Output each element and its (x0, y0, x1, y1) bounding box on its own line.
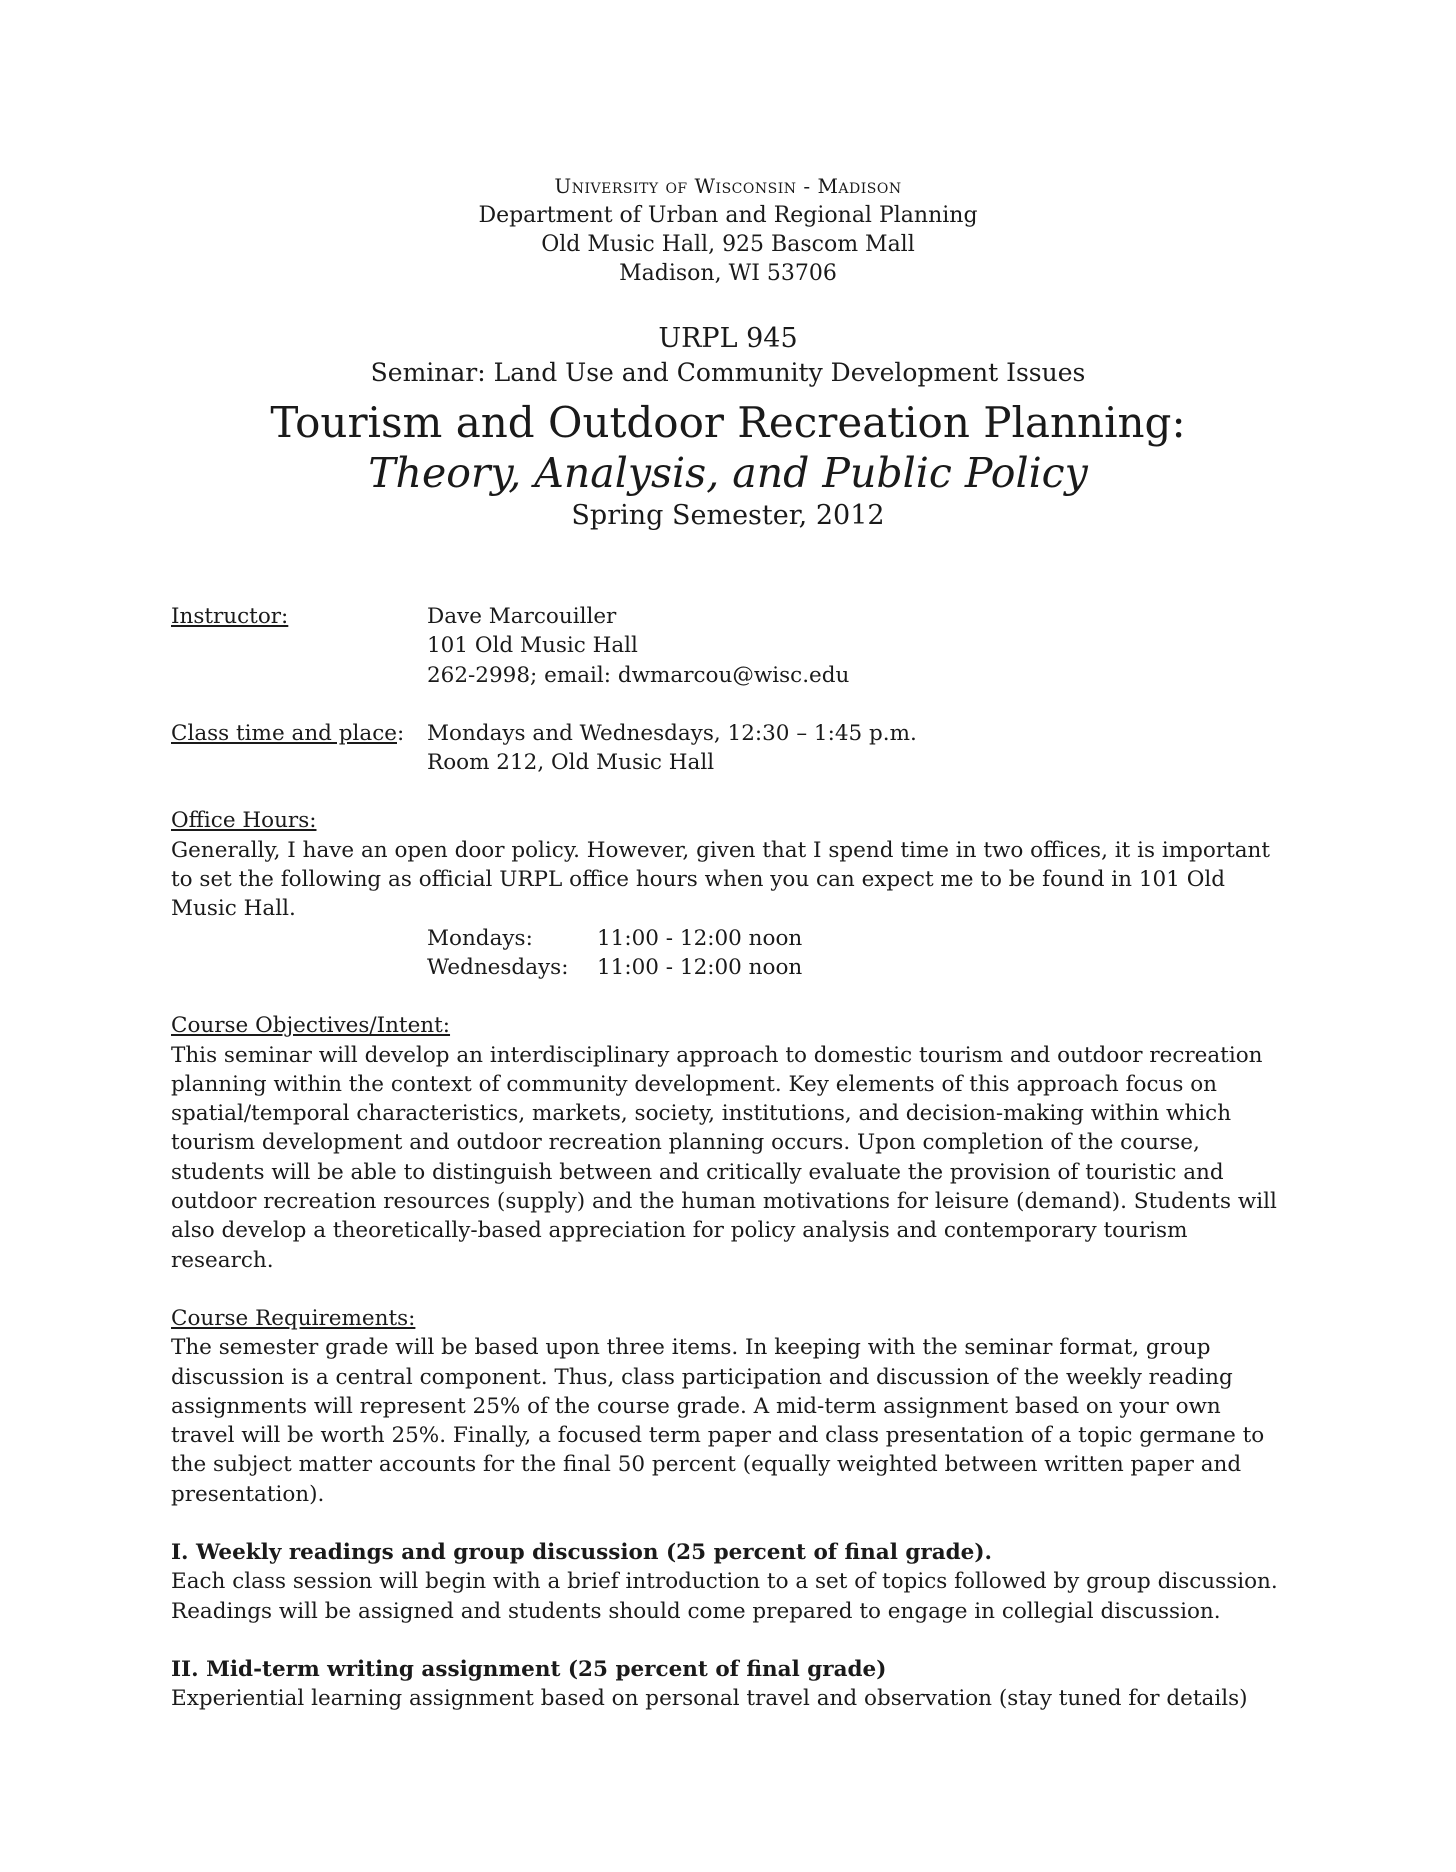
section-2-block (171, 1655, 1291, 1714)
address-line-2: Madison, WI 53706 (619, 261, 837, 286)
course-number: URPL 945 (658, 323, 798, 354)
instructor-label: Instructor: (171, 604, 289, 629)
class-time-block (171, 719, 1291, 778)
seminar-title: Seminar: Land Use and Community Development Issues (370, 358, 1086, 387)
class-room: Room 212, Old Music Hall (427, 750, 715, 776)
section-2-text: Experiential learning assignment based on personal travel and observation (stay tuned for details) (171, 1686, 1248, 1712)
office-hours-day: Wednesdays: (427, 954, 569, 980)
office-hours-label: Office Hours: (171, 808, 317, 834)
address-line-1: Old Music Hall, 925 Bascom Mall (541, 232, 915, 257)
instructor-name: Dave Marcouiller (427, 604, 617, 629)
requirements-block (171, 1304, 1291, 1509)
objectives-block (171, 1011, 1291, 1275)
class-time: Mondays and Wednesdays, 12:30 – 1:45 p.m. (427, 720, 917, 746)
section-1-block (171, 1538, 1291, 1626)
section-1-text: Each class session will begin with a brief introduction to a set of topics followed by group discussion. Readings will be assigned and students should come prepared to engage in collegial discussion. (171, 1569, 1278, 1624)
objectives-label: Course Objectives/Intent: (171, 1013, 451, 1039)
course-subtitle: Theory, Analysis, and Public Policy (368, 449, 1088, 497)
requirements-label: Course Requirements: (171, 1305, 416, 1331)
university-name: University of Wisconsin - Madison (554, 174, 902, 198)
section-1-heading: I. Weekly readings and group discussion (25 percent of final grade). (171, 1540, 993, 1566)
office-hours-time: 11:00 - 12:00 noon (597, 925, 803, 951)
office-hours-table (427, 924, 1291, 983)
course-term: Spring Semester, 2012 (571, 500, 885, 531)
department-name: Department of Urban and Regional Planning (478, 203, 978, 228)
office-hours-block (171, 806, 1291, 982)
syllabus-header (0, 172, 1456, 534)
office-hours-text: Generally, I have an open door policy. However, given that I spend time in two offices, it is important to set the following as official URPL office hours when you can expect me to be found in 101 Old Music Hall. (171, 837, 1271, 922)
instructor-block (171, 602, 1291, 690)
syllabus-body (171, 602, 1291, 1714)
office-hours-day: Mondays: (427, 925, 533, 951)
office-hours-row (427, 924, 1291, 953)
requirements-text: The semester grade will be based upon three items. In keeping with the seminar format, group discussion is a central component. Thus, class participation and discussion of the weekly reading assignments will represent 25% of the course grade. A mid-term assignment based on your own travel will be worth 25%. Finally, a focused term paper and class presentation of a topic germane to the subject matter accounts for the final 50 percent (equally weighted between written paper and presentation). (171, 1335, 1265, 1507)
section-2-heading: II. Mid-term writing assignment (25 percent of final grade) (171, 1656, 887, 1682)
instructor-contact: 262-2998; email: dwmarcou@wisc.edu (427, 662, 850, 688)
class-time-colon: : (397, 720, 405, 746)
office-hours-time: 11:00 - 12:00 noon (597, 954, 803, 980)
office-hours-row (427, 953, 1291, 982)
course-title: Tourism and Outdoor Recreation Planning: (270, 398, 1186, 447)
class-time-label: Class time and place (171, 720, 397, 746)
objectives-text: This seminar will develop an interdisciplinary approach to domestic tourism and outdoor recreation planning within the context of community development. Key elements of this approach focus on spatial/temporal characteristics, markets, society, institutions, and decision-making within which tourism development and outdoor recreation planning occurs. Upon completion of the course, students will be able to distinguish between and critically evaluate the provision of touristic and outdoor recreation resources (supply) and the human motivations for leisure (demand). Students will also develop a theoretically-based appreciation for policy analysis and contemporary tourism research. (171, 1042, 1277, 1273)
instructor-office: 101 Old Music Hall (427, 633, 638, 659)
